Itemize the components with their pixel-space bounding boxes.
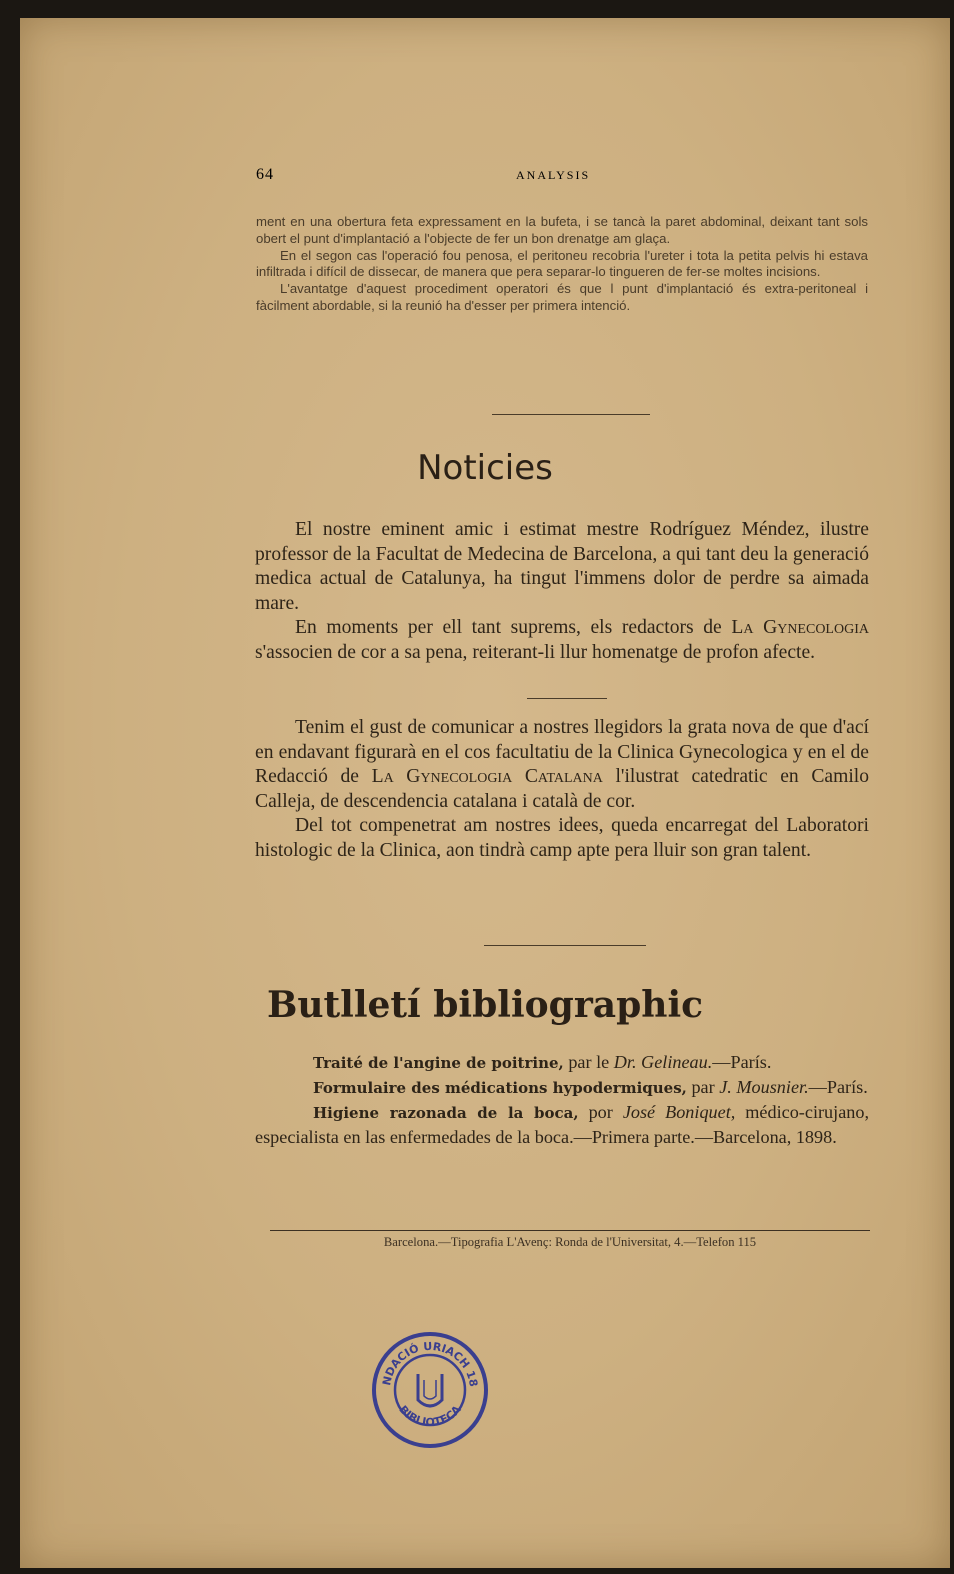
noticies-heading: Noticies (417, 448, 553, 488)
analysis-paragraph: ment en una obertura feta expressament en la bufeta, i se tancà la paret abdominal, deixant tant sols obert el punt d'implantació a l'objecte de fer un bon drenatge am glaça. (256, 214, 868, 246)
page-number: 64 (256, 166, 274, 183)
entry-title: Formulaire des médications hypodermiques, (313, 1079, 687, 1097)
analysis-continuation (256, 214, 868, 315)
entry-author: José Boniquet, (622, 1102, 736, 1122)
bibliography-entry: Formulaire des médications hypodermiques, par J. Mousnier.—París. (313, 1077, 868, 1097)
stamp-seal-icon (370, 1330, 490, 1450)
noticies-paragraph: Del tot compenetrat am nostres idees, queda encarregat del Laboratori histologic de la Clinica, aon tindrà camp apte pera lluir son gran talent. (255, 815, 869, 861)
noticies-section-2 (255, 716, 869, 863)
noticies-paragraph: El nostre eminent amic i estimat mestre Rodríguez Méndez, ilustre professor de la Facultat de Medecina de Barcelona, a qui tant deu la generació medica actual de Catalunya, ha tingut l'immens dolor de perdre sa aimada mare. (255, 519, 869, 614)
bibliography-entry: Higiene razonada de la boca, por José Boniquet, médico-cirujano, especialista en las enfermedades de la boca.—Primera parte.—Barcelona, 1898. (255, 1102, 870, 1147)
printer-footer: Barcelona.—Tipografia L'Avenç: Ronda de l'Universitat, 4.—Telefon 115 (270, 1230, 870, 1250)
section-divider (484, 945, 646, 946)
bibliography-list (255, 1050, 869, 1149)
library-stamp (370, 1330, 490, 1450)
journal-name: La Gynecologia (731, 617, 869, 638)
bibliography-entry: Traité de l'angine de poitrine, par le Dr. Gelineau.—París. (313, 1052, 772, 1072)
entry-author: Dr. Gelineau. (613, 1052, 713, 1072)
running-title: ANALYSIS (516, 168, 591, 182)
section-divider (527, 698, 607, 699)
analysis-paragraph: L'avantatge d'aquest procediment operatori és que l punt d'implantació és extra-peritoneal i fàcilment abordable, si la reunió ha d'esser per primera intenció. (256, 281, 868, 313)
page-header (256, 166, 866, 190)
bibliography-heading: Butlletí bibliographic (266, 984, 704, 1026)
entry-title: Higiene razonada de la boca, (313, 1104, 579, 1122)
analysis-paragraph: En el segon cas l'operació fou penosa, el peritoneu recobria l'ureter i tota la petita pelvis hi estava infiltrada i difícil de dissecar, de manera que pera separar-lo tingueren de fer-se moltes incisions. (256, 247, 868, 280)
svg-text:BIBLIOTECA: BIBLIOTECA (396, 1403, 464, 1429)
journal-name: La Gynecologia Catalana (371, 766, 603, 787)
noticies-paragraph: En moments per ell tant suprems, els redactors de La Gynecologia s'associen de cor a sa pena, reiterant-li llur homenatge de profon afecte. (255, 617, 869, 663)
entry-author: J. Mousnier. (719, 1077, 809, 1097)
section-divider (492, 414, 650, 415)
entry-title: Traité de l'angine de poitrine, (313, 1054, 564, 1072)
noticies-section (255, 518, 869, 665)
noticies-paragraph: Tenim el gust de comunicar a nostres llegidors la grata nova de que d'ací en endavant figurarà en el cos facultatiu de la Clinica Gynecologica y en el de Redacció de La Gynecologia Catalana l'ilustrat catedratic en Camilo Calleja, de descendencia catalana i català de cor. (255, 717, 870, 812)
svg-text:FUNDACIÓ URIACH 1838: NDACIÓ URIACH 18 (380, 1339, 480, 1388)
